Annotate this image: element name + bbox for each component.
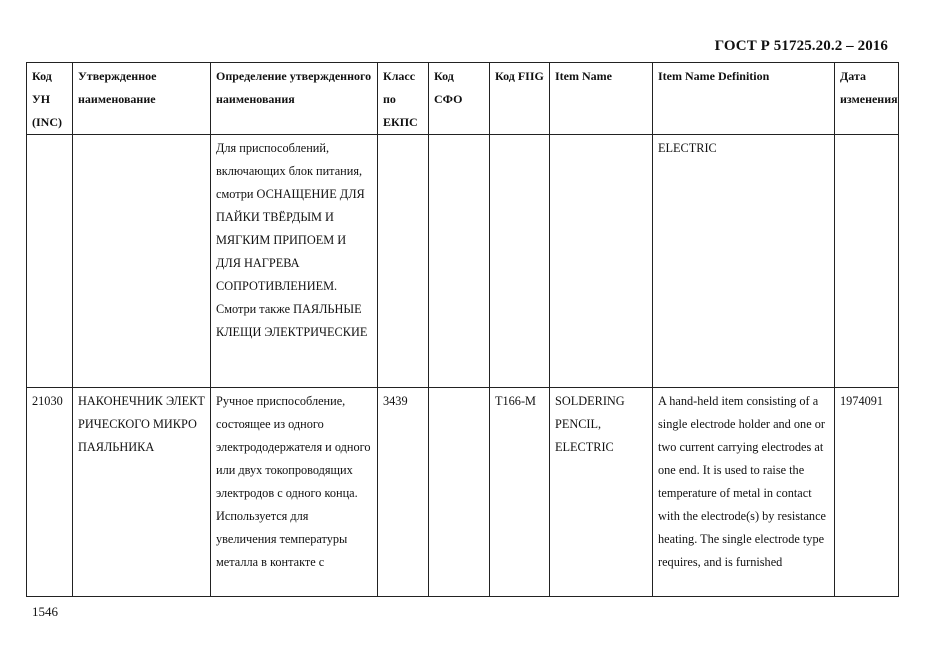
table-row — [27, 135, 899, 388]
col-header-code: Код УН (INC) — [27, 63, 73, 135]
col-header-approved-name: Утвержденное наименование — [73, 63, 211, 135]
col-header-item-definition: Item Name Definition — [653, 63, 835, 135]
cell-fiig — [490, 135, 550, 388]
table-row — [27, 388, 899, 597]
cell-approved-name: НАКОНЕЧНИК ЭЛЕКТРИЧЕСКОГО МИКРОПАЯЛЬНИКА — [73, 388, 211, 597]
catalog-table — [26, 62, 899, 597]
cell-date: 1974091 — [835, 388, 899, 597]
cell-item-definition: A hand-held item consisting of a single electrode holder and one or two current carrying electrodes at one end. It is used to raise the temperature of metal in contact with the electrode(s) by resistance heating. The single electrode type requires, and is furnished — [653, 388, 835, 597]
cell-sfo — [429, 388, 490, 597]
cell-item-definition: ELECTRIC — [653, 135, 835, 388]
cell-fiig: T166-M — [490, 388, 550, 597]
cell-code — [27, 135, 73, 388]
col-header-definition: Определение утвержденного наименования — [211, 63, 378, 135]
table-header-row — [27, 63, 899, 135]
page-number: 1546 — [32, 604, 58, 619]
cell-definition: Для приспособлений, включающих блок питания, смотри ОСНАЩЕНИЕ ДЛЯ ПАЙКИ ТВЁРДЫМ И МЯГКИМ ПРИПОЕМ И ДЛЯ НАГРЕВА СОПРОТИВЛЕНИЕМ. Смотри также ПАЯЛЬНЫЕ КЛЕЩИ ЭЛЕКТРИЧЕСКИЕ — [211, 135, 378, 388]
document-code-header: ГОСТ Р 51725.20.2 – 2016 — [714, 38, 888, 54]
col-header-date: Дата изменения — [835, 63, 899, 135]
cell-approved-name — [73, 135, 211, 388]
cell-class: 3439 — [378, 388, 429, 597]
col-header-item-name: Item Name — [550, 63, 653, 135]
col-header-sfo: Код СФО — [429, 63, 490, 135]
cell-item-name — [550, 135, 653, 388]
col-header-fiig: Код FIIG — [490, 63, 550, 135]
cell-sfo — [429, 135, 490, 388]
col-header-class: Класс по ЕКПС — [378, 63, 429, 135]
cell-definition: Ручное приспособление, состоящее из одного электрододержателя и одного или двух токопроводящих электродов с одного конца. Используется для увеличения температуры металла в контакте с — [211, 388, 378, 597]
cell-item-name: SOLDERING PENCIL, ELECTRIC — [550, 388, 653, 597]
cell-date — [835, 135, 899, 388]
cell-class — [378, 135, 429, 388]
cell-code: 21030 — [27, 388, 73, 597]
